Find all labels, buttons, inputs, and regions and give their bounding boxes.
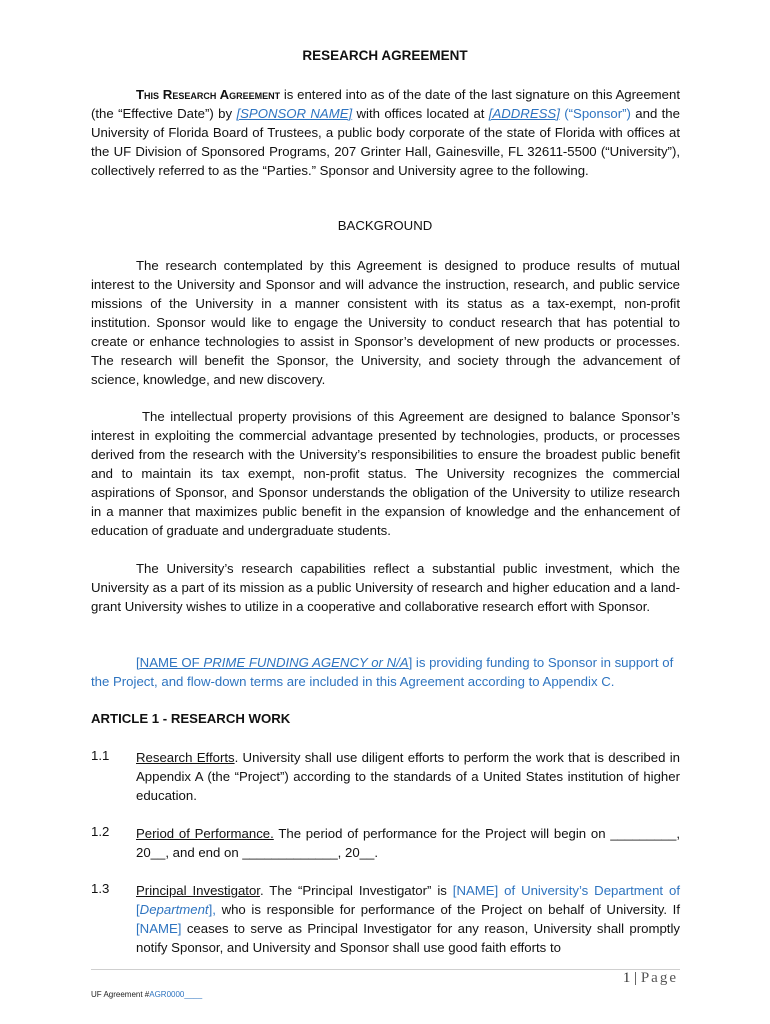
section-1-3-number: 1.3 (91, 881, 110, 896)
section-1-1-title: Research Efforts (136, 750, 235, 765)
footer-divider (91, 969, 680, 970)
address-field[interactable]: [ADDRESS] (488, 106, 560, 121)
document-title: RESEARCH AGREEMENT (302, 48, 468, 63)
funding-open: [NAME OF (136, 655, 204, 670)
funding-paragraph (91, 653, 680, 691)
funding-agency-field[interactable]: PRIME FUNDING AGENCY or N/A (203, 655, 409, 670)
sponsor-name-field[interactable]: [SPONSOR NAME] (236, 106, 353, 121)
section-1-2 (136, 824, 680, 862)
intro-text-2: with offices located at (352, 106, 489, 121)
section-1-1-number: 1.1 (91, 748, 110, 763)
section-1-3-text-3: ], (208, 902, 216, 917)
section-1-3-text-5: ceases to serve as Principal Investigator for any reason, University shall promptly notify Sponsor, and University and Sponsor shall use good faith efforts to (136, 921, 680, 955)
background-paragraph-1: The research contemplated by this Agreement is designed to produce results of mutual interest to the University and Sponsor and will advance the instruction, research, and public service missions of the University in a manner consistent with its status as a tax-exempt, non-profit institution. Sponsor would like to engage the University to conduct research that has potential to create or enhance technologies to assist in Sponsor’s development of new products or processes. The research will benefit the Sponsor, the University, and society through the advancement of science, knowledge, and new discovery. (91, 258, 680, 387)
section-1-3-title: Principal Investigator (136, 883, 260, 898)
background-paragraph-3: The University’s research capabilities reflect a substantial public investment, which the University as a part of its mission as a public University of research and higher education and a land-grant University wishes to utilize in a cooperative and collaborative research effort with Sponsor. (91, 561, 680, 614)
section-1-2-text: The period of performance for the Project will begin on _________, 20__, and end on _____________, 20__. (136, 826, 680, 860)
intro-paragraph (91, 85, 680, 180)
page-number-value: 1 (622, 970, 631, 986)
funding-close: ] (408, 655, 413, 670)
page-number (623, 970, 678, 987)
funding-rest: is providing funding to Sponsor in support of the Project, and flow-down terms are included in this Agreement according to Appendix C. (91, 655, 674, 689)
page-number-separator: | (630, 970, 641, 986)
agreement-number-value: AGR0000____ (149, 990, 203, 999)
background-heading: BACKGROUND (337, 218, 433, 233)
intro-text-3: and the University of Florida Board of Trustees, a public body corporate of the state of Florida with offices at the UF Division of Sponsored Programs, 207 Grinter Hall, Gainesville, FL 32611-5500 (“University”), collectively referred to as the “Parties.” Sponsor and University agree to the following. (91, 106, 680, 178)
department-field[interactable]: Department (139, 902, 209, 917)
intro-lead: This Research Agreement (136, 87, 281, 102)
section-1-1-text: . University shall use diligent efforts to perform the work that is described in Appendix A (the “Project”) according to the standards of a United States institution of higher education. (136, 750, 680, 803)
section-1-3-text-4: who is responsible for performance of the Project on behalf of University. If (215, 902, 680, 917)
section-1-3-text-1: . The “Principal Investigator” is (259, 883, 453, 898)
sponsor-label: (“Sponsor”) (564, 106, 631, 121)
agreement-number (91, 990, 202, 999)
section-1-1 (136, 748, 680, 805)
page-word: Page (640, 970, 678, 986)
article-1-heading: ARTICLE 1 - RESEARCH WORK (91, 711, 291, 726)
pi-name-field-2[interactable]: [NAME] (136, 921, 182, 936)
agreement-label: UF Agreement # (91, 990, 150, 999)
section-1-2-number: 1.2 (91, 824, 110, 839)
pi-name-field[interactable]: [NAME] (452, 883, 499, 898)
section-1-3 (136, 881, 680, 957)
section-1-2-title: Period of Performance. (136, 826, 274, 841)
background-paragraph-2: The intellectual property provisions of this Agreement are designed to balance Sponsor’s interest in exploiting the commercial advantage presented by technologies, products, or processes derived from the research with the University’s responsibilities to ensure the broadest public benefit and to maintain its tax exempt, non-profit status. The University recognizes the commercial aspirations of Sponsor, and Sponsor understands the obligation of the University to utilize research in a manner that maximizes public benefit in the expansion of knowledge and the enhancement of education of graduate and undergraduate students. (91, 409, 680, 538)
intro-text-1: is entered into as of the date of the last signature on this Agreement (the “Effective Date”) by (91, 87, 680, 121)
section-1-3-text-2: of University’s Department of [ (136, 883, 680, 917)
